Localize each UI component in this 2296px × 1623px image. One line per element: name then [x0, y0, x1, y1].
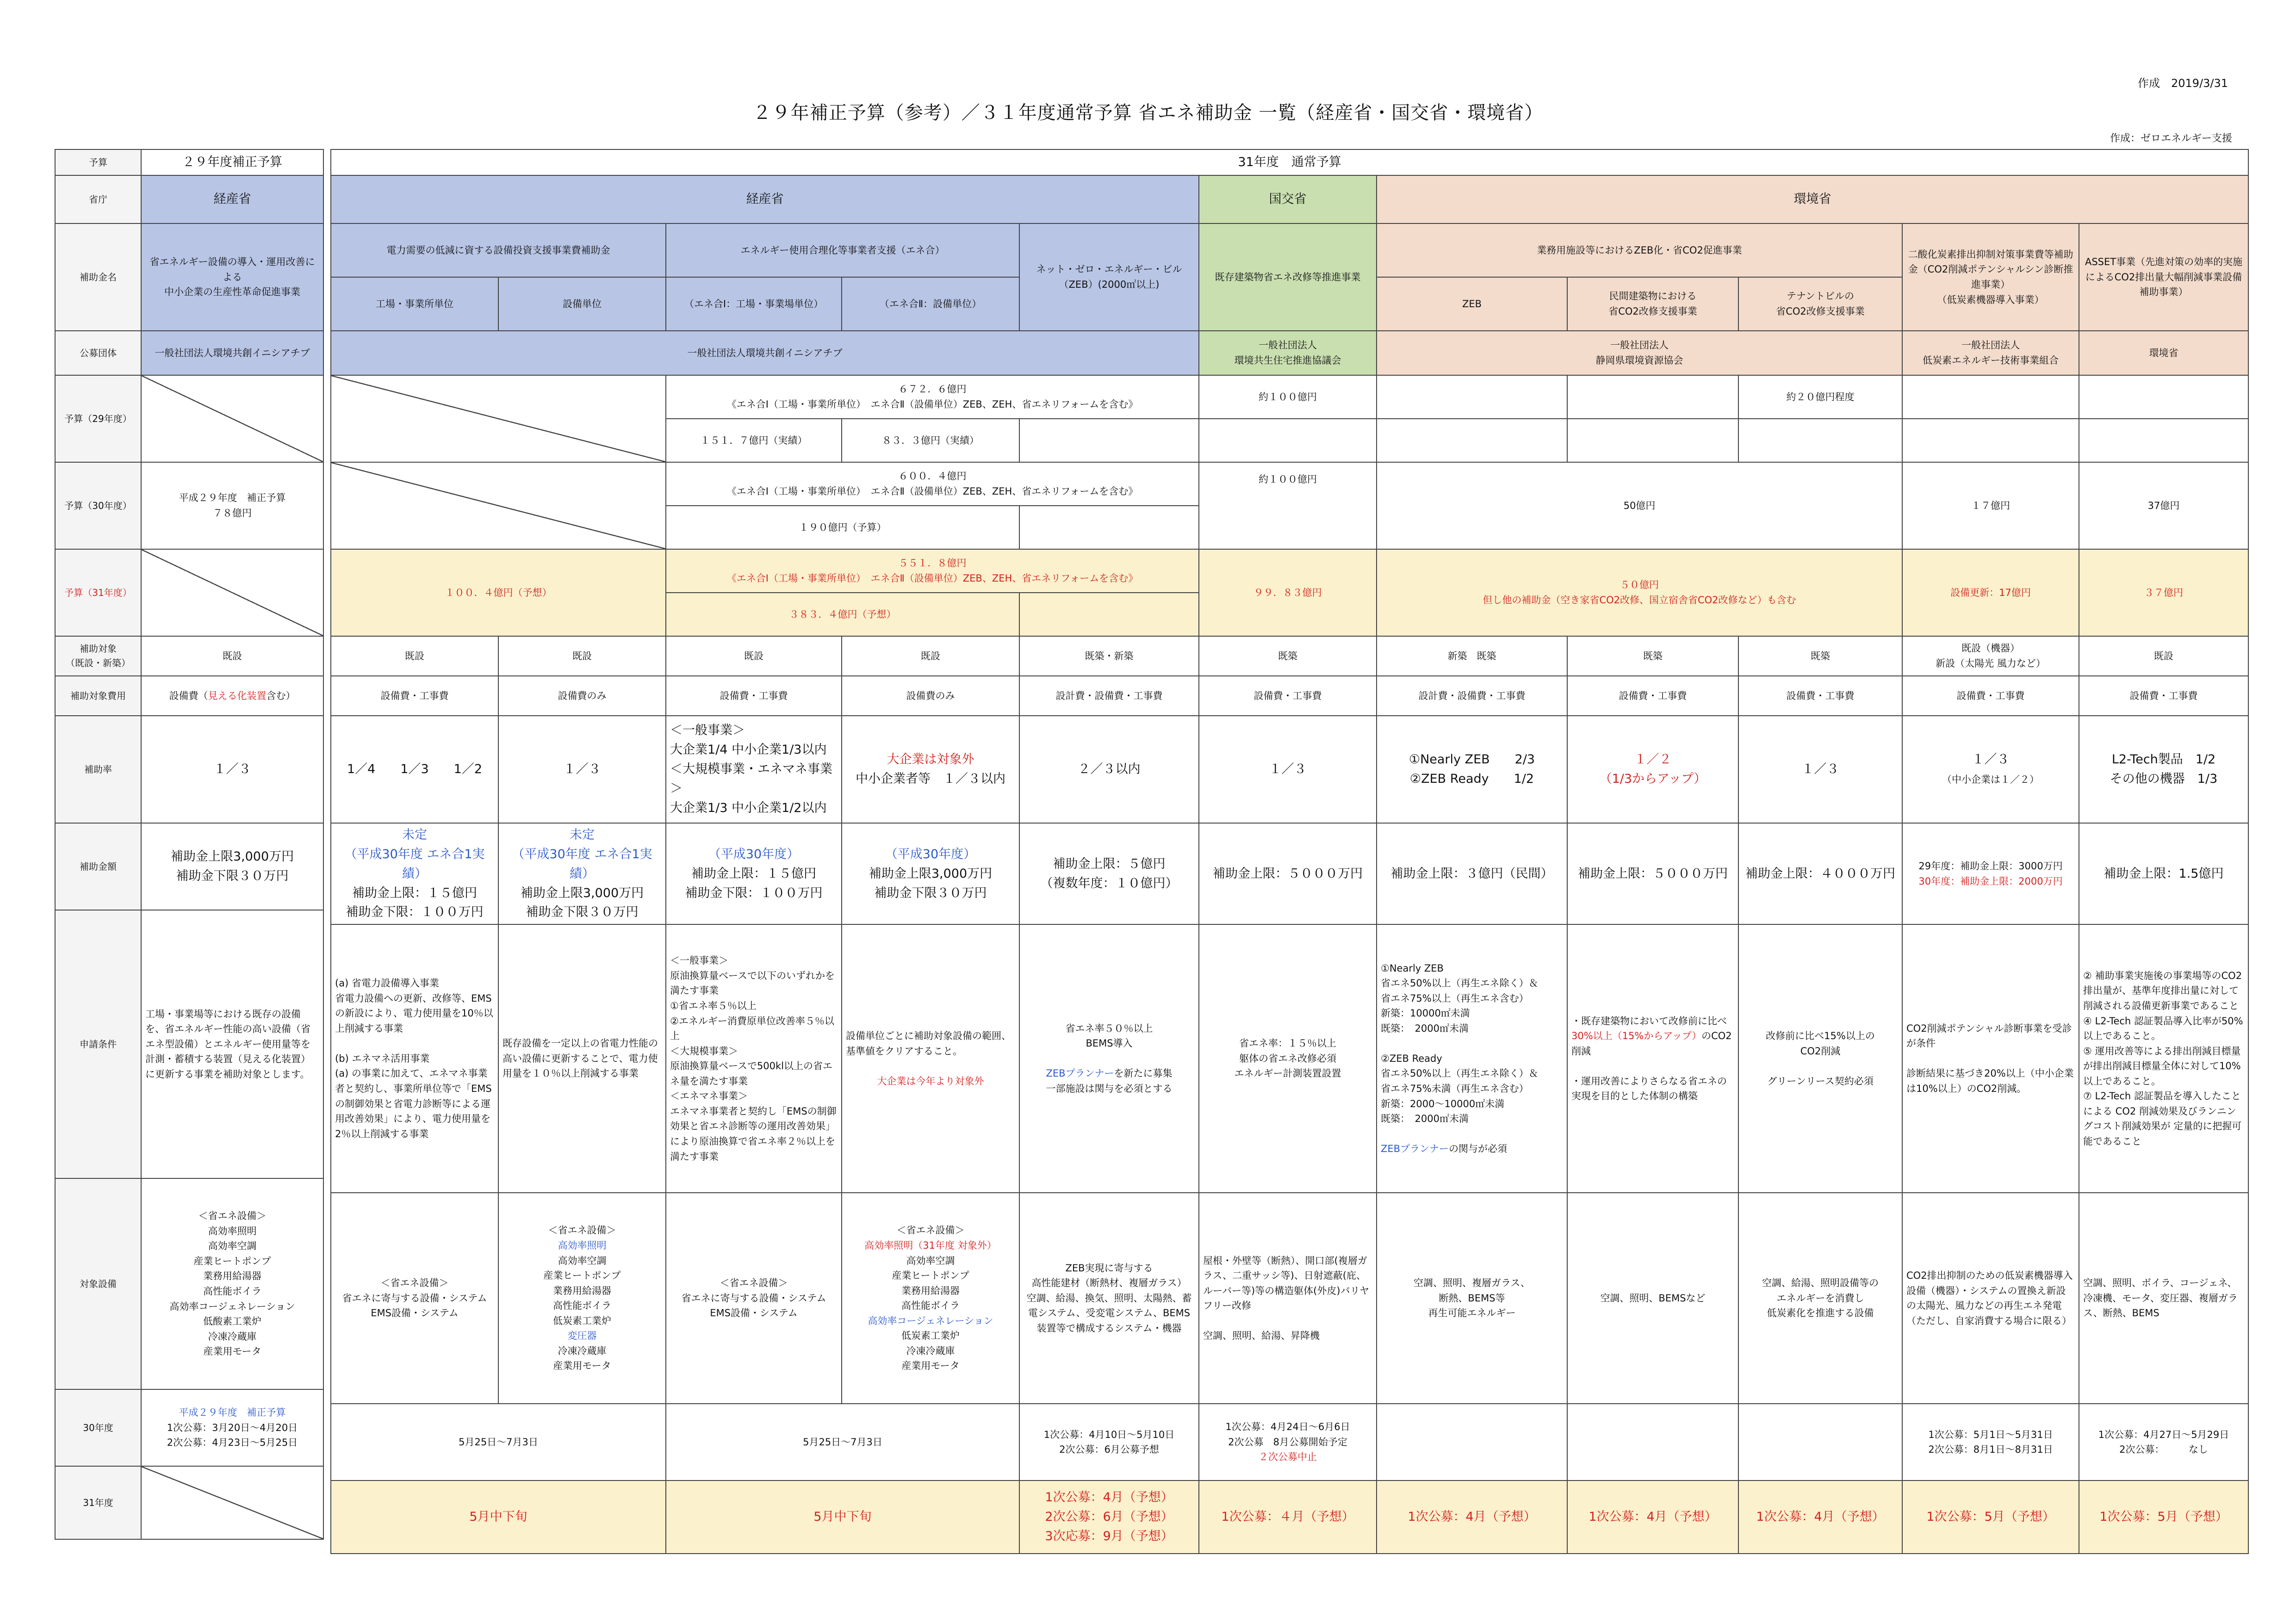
y31-asset: ３７億円: [2079, 549, 2248, 636]
equipment-4-red: 高効率照明（31年度 対象外）: [864, 1240, 997, 1251]
row-header-schedule30: 30年度: [55, 1389, 141, 1466]
row-header-name: 補助金名: [55, 223, 141, 331]
condition-5-text-b: を新たに募集 一部施設は関与を必須とする: [1046, 1068, 1173, 1095]
program-energy: エネルギー使用合理化等事業者支援（エネ合）: [666, 223, 1019, 277]
y30-nisanka: １７億円: [1902, 462, 2079, 549]
condition-11: ② 補助事業実施後の事業場等のCO2 排出量が、基準年度排出量に対して削減される設備更新事業であること ④ L2-Tech 認証製品導入比率が50%以上であること。 ⑤ 運用改善等による排出削減目標量が排出削減目標量全体に対して10%以上であること。 ⑦ L2-Tech 認証製品を導入したことによる CO2 削減効果及びランニングコスト削減効果が 定量的に把握可能であること: [2079, 924, 2248, 1193]
program-denryoku: 電力需要の低減に資する設備投資支援事業費補助金: [331, 223, 666, 277]
condition-8-a: ・既存建築物において改修前に比べ: [1571, 1015, 1727, 1027]
left-y31-empty: [141, 549, 323, 636]
condition-5: [1019, 924, 1199, 1193]
program-ene1: （エネ合Ⅰ：工場・事業場単位）: [666, 277, 842, 331]
condition-7-text-b: の関与が必須: [1449, 1143, 1508, 1155]
equipment-4-a: ＜省エネ設備＞: [896, 1225, 965, 1236]
condition-4-text: 設備単位ごとに補助対象設備の範囲、基準値をクリアすること。: [846, 1030, 1011, 1057]
condition-8-b: のCO2削減 ・運用改善によりさらなる省エネの実現を目的とした体制の構築: [1571, 1030, 1732, 1102]
y29-tenant-b: [1738, 419, 1902, 462]
program-nisanka: 二酸化炭素排出抑制対策事業費等補助金（CO2削減ポテンシャルシン診断推進事業） （低炭素機器導入事業）: [1902, 223, 2079, 331]
schedule31-nisanka: 1次公募：5月（予想）: [1902, 1481, 2079, 1554]
schedule31-zeb-meti: 1次公募：4月（予想） 2次公募：6月（予想） 3次応募：9月（予想）: [1019, 1481, 1199, 1554]
amount-1: [331, 823, 498, 924]
condition-8: [1567, 924, 1738, 1193]
target-10: 既設（機器） 新設（太陽光 風力など）: [1902, 636, 2079, 676]
schedule30-minkan: [1567, 1404, 1738, 1481]
y29-asset: [2079, 375, 2248, 419]
condition-5-text: 省エネ率５０％以上 BEMS導入: [1065, 1022, 1153, 1049]
equipment-5: ZEB実現に寄与する 高性能建材（断熱材、複層ガラス） 空調、給湯、換気、照明、太陽熱、蓄電システム、受変電システム、BEMS装置等で構成するシステム・機器: [1019, 1193, 1199, 1404]
condition-8-red: 30%以上（15%からアップ）: [1571, 1030, 1702, 1042]
program-ene2: （エネ合Ⅱ：設備単位）: [842, 277, 1019, 331]
amount-9: 補助金上限：４０００万円: [1738, 823, 1902, 924]
rate-7: ①Nearly ZEB 2/3 ②ZEB Ready 1/2: [1377, 716, 1567, 823]
y29-zeb-b: [1377, 419, 1567, 462]
amount-3-note: （平成30年度）: [708, 847, 800, 861]
left-name: 省エネルギー設備の導入・運用改善による 中小企業の生産性革命促進事業: [141, 223, 323, 331]
equipment-7: 空調、照明、複層ガラス、 断熱、BEMS等 再生可能エネルギー: [1377, 1193, 1567, 1404]
y31-ene: ３８３．４億円（予想）: [666, 593, 1019, 636]
equipment-10: CO2排出抑制のための低炭素機器導入設備（機器）・システムの置換え新設の太陽光、風力などの再生エネ発電（ただし、自家消費する場合に限る）: [1902, 1193, 2079, 1404]
left-target: 既設: [141, 636, 323, 676]
y31-nisanka: 設備更新：17億円: [1902, 549, 2079, 636]
y30-asset: 37億円: [2079, 462, 2248, 549]
program-asset: ASSET事業（先進対策の効率的実施によるCO2排出量大幅削減事業設備補助事業）: [2079, 223, 2248, 331]
condition-2: 既存設備を一定以上の省電力性能の高い設備に更新することで、電力使用量を１０％以上削減する事業: [498, 924, 666, 1193]
rate-10-sub: （中小企業は１／２）: [1942, 774, 2039, 785]
program-setsubi: 設備単位: [498, 277, 666, 331]
y29-mlit-b: [1199, 419, 1377, 462]
left-cost-a: 設備費（: [169, 690, 208, 701]
left-condition: 工場・事業場等における既存の設備を、省エネルギー性能の高い設備（省エネ型設備）とエネルギー使用量等を計測・蓄積する装置（見える化装置）に更新する事業を補助対象とします。: [141, 910, 323, 1178]
cost-11: 設備費・工事費: [2079, 676, 2248, 716]
right-head: 31年度 通常予算: [331, 149, 2248, 175]
left-schedule30: [141, 1389, 323, 1466]
rate-10-text: １／３: [1972, 752, 2010, 767]
row-header-y29: 予算（29年度）: [55, 375, 141, 462]
equipment-11: 空調、照明、ボイラ、コージェネ、冷凍機、モータ、変圧器、複層ガラス、断熱、BEMS: [2079, 1193, 2248, 1404]
target-8: 既築: [1567, 636, 1738, 676]
y29-mlit: 約１００億円: [1199, 375, 1377, 419]
schedule31-mlit: 1次公募：４月（予想）: [1199, 1481, 1377, 1554]
ministry-meti: 経産省: [331, 175, 1199, 223]
row-header-cost: 補助対象費用: [55, 676, 141, 716]
y31-denryoku: １００．４億円（予想）: [331, 549, 666, 636]
schedule30-mlit-red: ２次公募中止: [1259, 1451, 1317, 1463]
amount-1-text: 補助金上限：１５億円 補助金下限：１００万円: [346, 886, 484, 920]
equipment-4-b: 高効率空調 産業ヒートポンプ 業務用給湯器 高性能ボイラ: [892, 1255, 969, 1312]
amount-4-text: 補助金上限3,000万円 補助金下限３０万円: [869, 866, 993, 900]
left-schedule31-empty: [141, 1466, 323, 1539]
y29-zeb: [1377, 375, 1567, 419]
rate-10: [1902, 716, 2079, 823]
cost-6: 設備費・工事費: [1199, 676, 1377, 716]
schedule30-zeb-meti: 1次公募：4月10日〜5月10日 2次公募：6月公募予想: [1019, 1404, 1199, 1481]
left-equipment: ＜省エネ設備＞ 高効率照明 高効率空調 産業ヒートポンプ 業務用給湯器 高性能ボイラ 高効率コージェネレーション 低酸素工業炉 冷凍冷蔵庫 産業用モータ: [141, 1178, 323, 1389]
left-org: 一般社団法人環境共創イニシアチブ: [141, 331, 323, 375]
creation-date: 作成 2019/3/31: [2138, 77, 2228, 90]
amount-7: 補助金上限：３億円（民間）: [1377, 823, 1567, 924]
schedule30-energy: 5月25日〜7月3日: [666, 1404, 1019, 1481]
org-lowcarbon: 一般社団法人 低炭素エネルギー技術事業組合: [1902, 331, 2079, 375]
target-5: 既築・新築: [1019, 636, 1199, 676]
left-cost: [141, 676, 323, 716]
y30-denryoku-empty: [331, 462, 666, 549]
amount-6: 補助金上限：５０００万円: [1199, 823, 1377, 924]
rate-9: １／３: [1738, 716, 1902, 823]
rate-11: L2-Tech製品 1/2 その他の機器 1/3: [2079, 716, 2248, 823]
amount-4-note: （平成30年度）: [885, 847, 976, 861]
rate-5: ２／３以内: [1019, 716, 1199, 823]
y31-zeb-meti: [1019, 593, 1199, 636]
author-label: 作成：ゼロエネルギー支援: [2110, 133, 2233, 144]
row-header-amount: 補助金額: [55, 823, 141, 910]
row-header-ministry: 省庁: [55, 175, 141, 223]
row-header-equipment: 対象設備: [55, 1178, 141, 1389]
equipment-9: 空調、給湯、照明設備等の エネルギーを消費し 低炭素化を推進する設備: [1738, 1193, 1902, 1404]
schedule31-minkan: 1次公募：4月（予想）: [1567, 1481, 1738, 1554]
ministry-mlit: 国交省: [1199, 175, 1377, 223]
left-ministry: 経産省: [141, 175, 323, 223]
cost-10: 設備費・工事費: [1902, 676, 2079, 716]
y29-ene1: １５１．７億円（実績）: [666, 419, 842, 462]
y29-minkan-b: [1567, 419, 1738, 462]
y29-nisanka-b: [1902, 419, 2079, 462]
program-tenant: テナントビルの 省CO2改修支援事業: [1738, 277, 1902, 331]
equipment-2-transformer: 変圧器: [567, 1330, 597, 1342]
program-koujou: 工場・事業所単位: [331, 277, 498, 331]
amount-1-note: 未定 （平成30年度 エネ合1実績）: [344, 828, 485, 881]
target-11: 既設: [2079, 636, 2248, 676]
target-3: 既設: [666, 636, 842, 676]
cost-5: 設計費・設備費・工事費: [1019, 676, 1199, 716]
schedule31-zeb: 1次公募：4月（予想）: [1377, 1481, 1567, 1554]
y29-zeb-meti: [1019, 419, 1199, 462]
row-header-condition: 申請条件: [55, 910, 141, 1178]
org-moe: 環境省: [2079, 331, 2248, 375]
y30-mlit: 約１００億円: [1199, 462, 1377, 549]
schedule31-denryoku: 5月中下旬: [331, 1481, 666, 1554]
left-y30: 平成２９年度 補正予算 ７８億円: [141, 462, 323, 549]
left-schedule30-b: 1次公募：3月20日〜4月20日 2次公募：4月23日〜5月25日: [167, 1422, 298, 1449]
schedule30-zeb: [1377, 1404, 1567, 1481]
condition-7-text: ①Nearly ZEB 省エネ50%以上（再生エネ除く）＆ 省エネ75%以上（再生エネ含む） 新築：10000㎡未満 既築： 2000㎡未満 ②ZEB Ready 省エネ50%以上（再生エネ除く）＆ 省エネ75%未満（再生エネ含む） 新築：2000〜10000㎡未満 既築： 2000㎡未満: [1381, 962, 1539, 1125]
right-table: [330, 149, 2249, 1554]
cost-8: 設備費・工事費: [1567, 676, 1738, 716]
equipment-1: ＜省エネ設備＞ 省エネに寄与する設備・システム EMS設備・システム: [331, 1193, 498, 1404]
left-amount: 補助金上限3,000万円 補助金下限３０万円: [141, 823, 323, 910]
amount-3: [666, 823, 842, 924]
cost-2: 設備費のみ: [498, 676, 666, 716]
row-header-rate: 補助率: [55, 716, 141, 823]
equipment-2: [498, 1193, 666, 1404]
left-cost-b: 見える化装置: [208, 690, 267, 701]
condition-1: (a) 省電力設備導入事業 省電力設備への更新、改修等、EMSの新設により、電力使用量を10％以上削減する事業 (b) エネマネ活用事業 (a) の事業に加えて、エネマネ事業者と契約し、事業所単位等で「EMSの制御効果と省電力診断等による運用改善効果」により、電力使用量を2％以上削減する事業: [331, 924, 498, 1193]
rate-4: [842, 716, 1019, 823]
condition-7-planner: ZEBプランナー: [1381, 1143, 1449, 1155]
condition-5-planner: ZEBプランナー: [1046, 1068, 1114, 1079]
amount-10-red: 30年度：補助金上限：2000万円: [1918, 875, 2063, 887]
equipment-4-cogen: 高効率コージェネレーション: [868, 1315, 993, 1326]
y29-asset-b: [2079, 419, 2248, 462]
org-sii: 一般社団法人環境共創イニシアチブ: [331, 331, 1199, 375]
condition-10: CO2削減ポテンシャル診断事業を受診が条件 診断結果に基づき20%以上（中小企業は10%以上）のCO2削減。: [1902, 924, 2079, 1193]
cost-3: 設備費・工事費: [666, 676, 842, 716]
rate-8: １／２ （1/3からアップ）: [1567, 716, 1738, 823]
y30-ene: １９０億円（予算）: [666, 506, 1019, 549]
rate-2: １／３: [498, 716, 666, 823]
y29-nisanka: [1902, 375, 2079, 419]
amount-11: 補助金上限：1.5億円: [2079, 823, 2248, 924]
amount-4: [842, 823, 1019, 924]
schedule30-denryoku: 5月25日〜7月3日: [331, 1404, 666, 1481]
cost-9: 設備費・工事費: [1738, 676, 1902, 716]
row-header-y31: 予算（31年度）: [55, 549, 141, 636]
y31-total: ５５１．８億円 《エネ合Ⅰ（工場・事業所単位） エネ合Ⅱ（設備単位）ZEB、ZEH、省エネリフォームを含む》: [666, 549, 1199, 593]
y29-ene2: ８３．３億円（実績）: [842, 419, 1019, 462]
y31-env: ５０億円 但し他の補助金（空き家省CO2改修、国立宿舎省CO2改修など）も含む: [1377, 549, 1902, 636]
target-9: 既築: [1738, 636, 1902, 676]
left-cost-c: 含む）: [266, 690, 296, 701]
program-zeb: ZEB: [1377, 277, 1567, 331]
target-1: 既設: [331, 636, 498, 676]
amount-5: 補助金上限：５億円 （複数年度：１０億円）: [1019, 823, 1199, 924]
amount-3-text: 補助金上限：１５億円 補助金下限：１００万円: [685, 866, 823, 900]
condition-9: 改修前に比べ15%以上の CO2削減 グリーンリース契約必須: [1738, 924, 1902, 1193]
program-minkan: 民間建築物における 省CO2改修支援事業: [1567, 277, 1738, 331]
equipment-2-c: 冷凍冷蔵庫 産業用モータ: [553, 1345, 611, 1372]
left-schedule30-a: 平成２９年度 補正予算: [179, 1407, 286, 1419]
row-header-y30: 予算（30年度）: [55, 462, 141, 549]
rate-1: 1／4 1／3 1／2: [331, 716, 498, 823]
schedule31-tenant: 1次公募：4月（予想）: [1738, 1481, 1902, 1554]
y31-mlit: ９９．８３億円: [1199, 549, 1377, 636]
target-2: 既設: [498, 636, 666, 676]
schedule31-asset: 1次公募：5月（予想）: [2079, 1481, 2248, 1554]
rate-6: １／３: [1199, 716, 1377, 823]
schedule30-tenant: [1738, 1404, 1902, 1481]
condition-3: ＜一般事業＞ 原油換算量ベースで以下のいずれかを満たす事業 ①省エネ率５％以上 ②エネルギー消費原単位改善率５％以上 ＜大規模事業＞ 原油換算量ベースで500kl以上の省エネ量を満たす事業 ＜エネマネ事業＞ エネマネ事業者と契約し「EMSの制御効果と省エネ診断等の運用改善効果」により原油換算で省エネ率２％以上を満たす事業: [666, 924, 842, 1193]
target-7: 新築 既築: [1377, 636, 1567, 676]
left-rate: １／３: [141, 716, 323, 823]
schedule31-energy: 5月中下旬: [666, 1481, 1019, 1554]
equipment-6: 屋根・外壁等（断熱）、開口部(複層ガラス、二重サッシ等)、日射遮蔽(庇、ルーバー等)等の構造躯体(外皮)バリヤフリー改修 空調、照明、給湯、昇降機: [1199, 1193, 1377, 1404]
cost-1: 設備費・工事費: [331, 676, 498, 716]
amount-2: [498, 823, 666, 924]
equipment-4-c: 低炭素工業炉 冷凍冷蔵庫 産業用モータ: [901, 1330, 960, 1372]
y29-minkan: [1567, 375, 1738, 419]
org-env: 一般社団法人 静岡県環境資源協会: [1377, 331, 1902, 375]
program-zeb-env: 業務用施設等におけるZEB化・省CO2促進事業: [1377, 223, 1902, 277]
row-header-org: 公募団体: [55, 331, 141, 375]
y29-denryoku-empty: [331, 375, 666, 462]
cost-4: 設備費のみ: [842, 676, 1019, 716]
amount-10: [1902, 823, 2079, 924]
rate-3: ＜一般事業＞ 大企業1/4 中小企業1/3以内 ＜大規模事業・エネマネ事業＞ 大企業1/3 中小企業1/2以内: [666, 716, 842, 823]
condition-4-red: 大企業は今年より対象外: [877, 1075, 984, 1087]
row-header-schedule31: 31年度: [55, 1466, 141, 1539]
schedule30-nisanka: 1次公募：5月1日〜5月31日 2次公募：8月1日〜8月31日: [1902, 1404, 2079, 1481]
ministry-env: 環境省: [1377, 175, 2248, 223]
y30-zeb-meti: [1019, 506, 1199, 549]
amount-2-note: 未定 （平成30年度 エネ合1実績）: [512, 828, 652, 881]
y30-env: 50億円: [1377, 462, 1902, 549]
target-6: 既築: [1199, 636, 1377, 676]
program-mlit: 既存建築物省エネ改修等推進事業: [1199, 223, 1377, 331]
condition-6: 省エネ率：１５％以上 躯体の省エネ改修必須 エネルギー計測装置設置: [1199, 924, 1377, 1193]
equipment-4: [842, 1193, 1019, 1404]
y29-tenant: 約２０億円程度: [1738, 375, 1902, 419]
equipment-2-a: ＜省エネ設備＞: [548, 1225, 616, 1236]
condition-7: [1377, 924, 1567, 1193]
equipment-2-light: 高効率照明: [558, 1240, 607, 1251]
amount-10-text: 29年度：補助金上限：3000万円: [1918, 861, 2063, 872]
org-mlit: 一般社団法人 環境共生住宅推進協議会: [1199, 331, 1377, 375]
equipment-2-b: 高効率空調 産業ヒートポンプ 業務用給湯器 高性能ボイラ 低炭素工業炉: [543, 1255, 621, 1326]
amount-2-text: 補助金上限3,000万円 補助金下限３０万円: [520, 886, 644, 920]
page-title: ２９年補正予算（参考）／３１年度通常予算 省エネ補助金 一覧（経産省・国交省・環境省）: [752, 102, 1544, 124]
left-head: ２９年度補正予算: [141, 149, 323, 175]
rate-4-red: 大企業は対象外: [887, 752, 974, 767]
left-table: [55, 149, 324, 1540]
schedule30-asset: 1次公募：4月27日〜5月29日 2次公募： なし: [2079, 1404, 2248, 1481]
row-header-budget: 予算: [55, 149, 141, 175]
target-4: 既設: [842, 636, 1019, 676]
amount-8: 補助金上限：５０００万円: [1567, 823, 1738, 924]
rate-4-text: 中小企業者等 １／３以内: [856, 772, 1005, 786]
schedule30-mlit: [1199, 1404, 1377, 1481]
program-zeb-meti: ネット・ゼロ・エネルギー・ビル（ZEB）(2000㎡以上): [1019, 223, 1199, 331]
y29-total: ６７２．６億円 《エネ合Ⅰ（工場・事業所単位） エネ合Ⅱ（設備単位）ZEB、ZEH、省エネリフォームを含む》: [666, 375, 1199, 419]
y30-total: ６００．４億円 《エネ合Ⅰ（工場・事業所単位） エネ合Ⅱ（設備単位）ZEB、ZEH、省エネリフォームを含む》: [666, 462, 1199, 506]
cost-7: 設計費・設備費・工事費: [1377, 676, 1567, 716]
equipment-3: ＜省エネ設備＞ 省エネに寄与する設備・システム EMS設備・システム: [666, 1193, 842, 1404]
condition-4: [842, 924, 1019, 1193]
schedule30-mlit-text: 1次公募：4月24日〜6月6日 2次公募 8月公募開始予定: [1225, 1421, 1350, 1448]
row-header-target: 補助対象 （既設・新築）: [55, 636, 141, 676]
equipment-8: 空調、照明、BEMSなど: [1567, 1193, 1738, 1404]
left-y29-empty: [141, 375, 323, 462]
